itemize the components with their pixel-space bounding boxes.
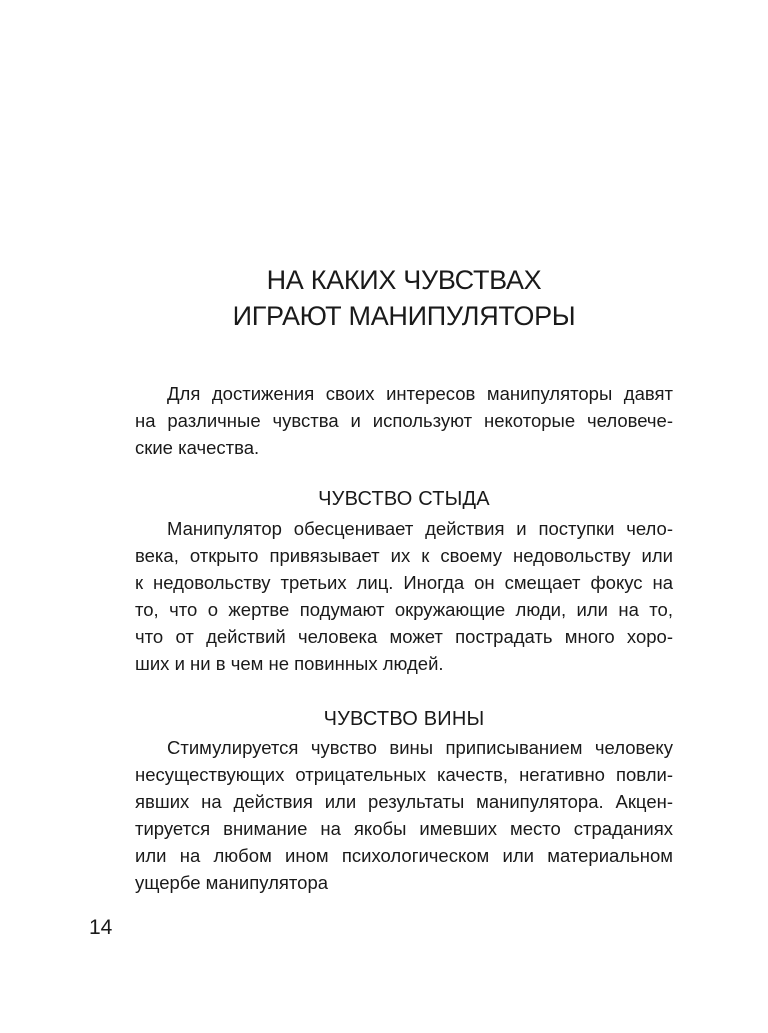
body-line: что от действий человека может пострадать много хоро- <box>135 626 673 647</box>
body-line: ущербе манипулятора <box>135 872 329 893</box>
body-line: несуществующих отрицательных качеств, негативно повли- <box>135 764 673 785</box>
body-line: ших и ни в чем не повинных людей. <box>135 653 444 674</box>
intro-paragraph <box>135 380 673 461</box>
page-title-line-2: ИГРАЮТ МАНИПУЛЯТОРЫ <box>232 301 576 331</box>
page-number: 14 <box>89 916 113 939</box>
body-line: или на любом ином психологическом или материальном <box>135 845 673 866</box>
body-line: века, открыто привязывает их к своему недовольству или <box>135 545 673 566</box>
intro-line: Для достижения своих интересов манипуляторы давят <box>167 383 673 404</box>
body-line: к недовольству третьих лиц. Иногда он смещает фокус на <box>135 572 673 593</box>
section-heading-shame: ЧУВСТВО СТЫДА <box>318 488 490 510</box>
section-body-guilt <box>135 734 673 896</box>
body-line: Стимулируется чувство вины приписыванием человеку <box>167 737 673 758</box>
intro-line: ские качества. <box>135 437 260 458</box>
section-heading-guilt: ЧУВСТВО ВИНЫ <box>323 708 485 730</box>
body-line: тируется внимание на якобы имевших место страданиях <box>135 818 673 839</box>
body-line: Манипулятор обесценивает действия и поступки чело- <box>167 518 673 539</box>
body-line: явших на действия или результаты манипулятора. Акцен- <box>135 791 673 812</box>
intro-line: на различные чувства и используют некоторые человече- <box>135 410 673 431</box>
page-title-line-1: НА КАКИХ ЧУВСТВАХ <box>266 265 542 295</box>
body-line: то, что о жертве подумают окружающие люди, или на то, <box>135 599 673 620</box>
section-body-shame <box>135 515 673 677</box>
